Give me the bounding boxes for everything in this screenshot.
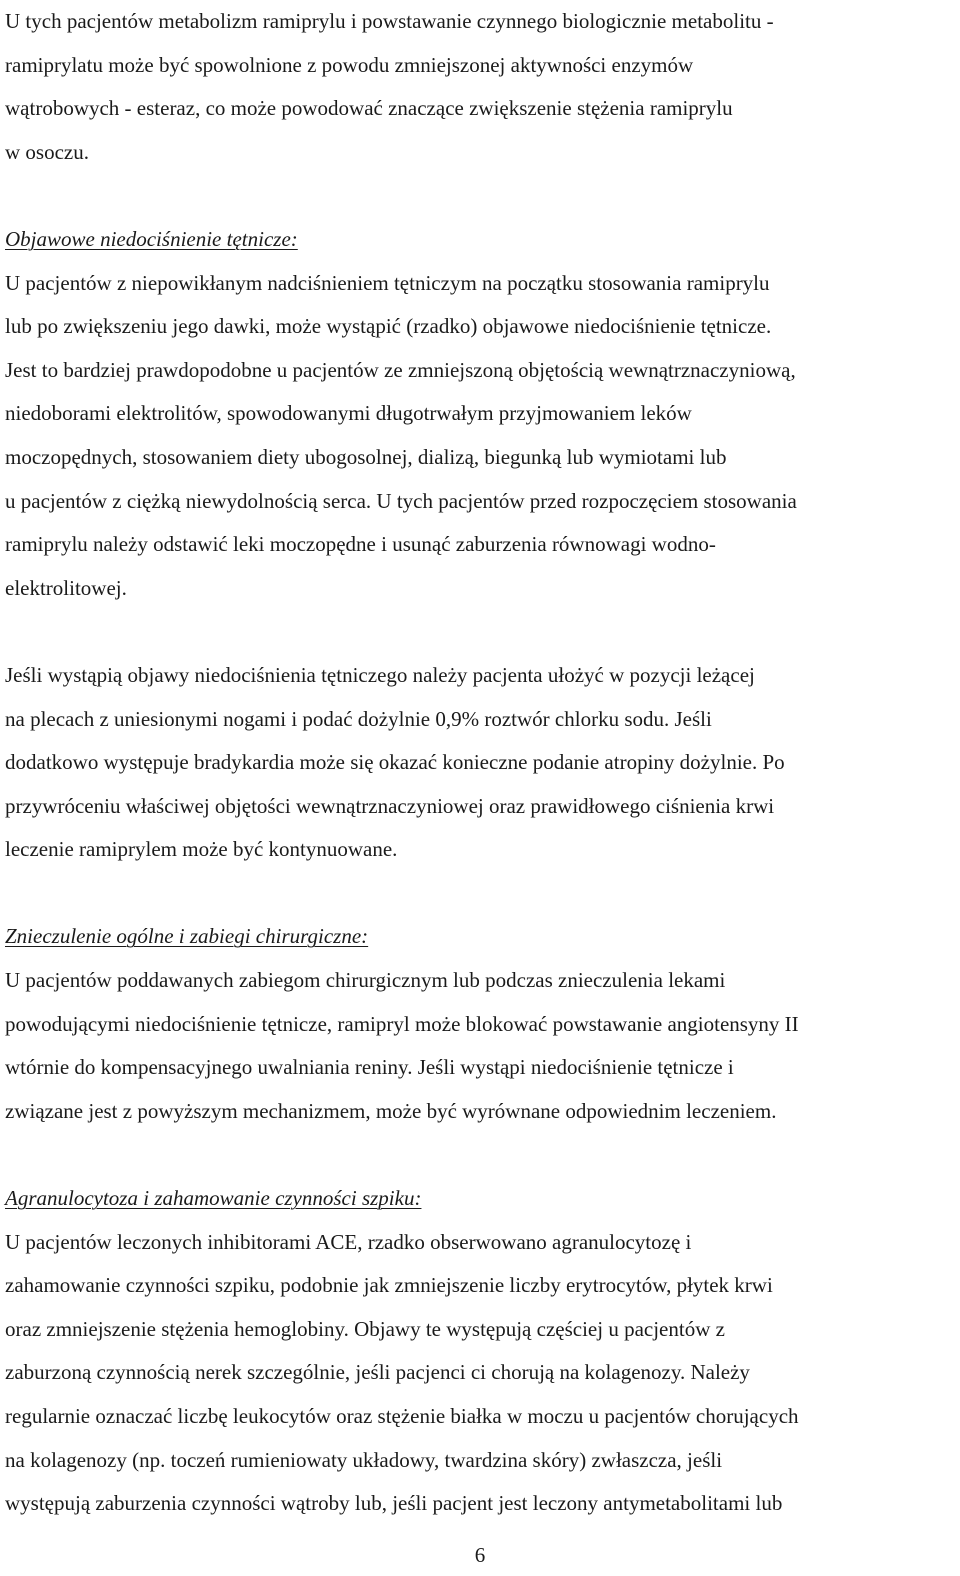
- text-line: wtórnie do kompensacyjnego uwalniania reniny. Jeśli wystąpi niedociśnienie tętnicze i: [5, 1055, 734, 1080]
- text-line: niedoborami elektrolitów, spowodowanymi długotrwałym przyjmowaniem leków: [5, 401, 692, 426]
- section-hypotension: [5, 218, 957, 610]
- text-line: Jest to bardziej prawdopodobne u pacjentów ze zmniejszoną objętością wewnątrznaczyniową,: [5, 357, 796, 382]
- paragraph-metabolism: [5, 0, 957, 174]
- paragraph-gap: [5, 872, 957, 916]
- text-line: w osoczu.: [5, 139, 89, 164]
- page-number: 6: [474, 1543, 486, 1567]
- text-line: oraz zmniejszenie stężenia hemoglobiny. Objawy te występują częściej u pacjentów z: [5, 1316, 725, 1341]
- text-line: ramiprylatu może być spowolnione z powodu zmniejszonej aktywności enzymów: [5, 52, 694, 77]
- text-line: wątrobowych - esteraz, co może powodować znaczące zwiększenie stężenia ramiprylu: [5, 96, 733, 121]
- text-line: regularnie oznaczać liczbę leukocytów oraz stężenie białka w moczu u pacjentów chorujących: [5, 1404, 799, 1428]
- text-line: na plecach z uniesionymi nogami i podać dożylnie 0,9% roztwór chlorku sodu. Jeśli: [5, 706, 712, 731]
- section-hypotension-treatment: [5, 654, 957, 872]
- section-anesthesia: [5, 915, 957, 1133]
- text-line: U tych pacjentów metabolizm ramiprylu i powstawanie czynnego biologicznie metabolitu -: [5, 9, 774, 33]
- text-line: lub po zwiększeniu jego dawki, może wystąpić (rzadko) objawowe niedociśnienie tętnicze.: [5, 314, 772, 339]
- document-page: [5, 0, 957, 1526]
- text-line: U pacjentów leczonych inhibitorami ACE, rzadko obserwowano agranulocytozę i: [5, 1229, 692, 1254]
- text-line: na kolagenozy (np. toczeń rumieniowaty układowy, twardzina skóry) zwłaszcza, jeśli: [5, 1447, 723, 1472]
- section-agranulocytosis: [5, 1177, 957, 1526]
- text-line: powodującymi niedociśnienie tętnicze, ramipryl może blokować powstawanie angiotensyny II: [5, 1011, 799, 1036]
- text-line: zahamowanie czynności szpiku, podobnie jak zmniejszenie liczby erytrocytów, płytek krwi: [5, 1273, 773, 1298]
- text-line: ramiprylu należy odstawić leki moczopędne i usunąć zaburzenia równowagi wodno-: [5, 532, 716, 557]
- heading-agranulocytosis: [5, 1177, 957, 1221]
- paragraph-hypotension-treatment: [5, 654, 957, 872]
- text-line: zaburzoną czynnością nerek szczególnie, jeśli pacjenci ci chorują na kolagenozy. Należy: [5, 1360, 750, 1385]
- text-line: dodatkowo występuje bradykardia może się okazać konieczne podanie atropiny dożylnie. Po: [5, 750, 785, 775]
- paragraph-hypotension: [5, 262, 957, 611]
- heading-anesthesia: [5, 915, 957, 959]
- section-metabolism: [5, 0, 957, 174]
- text-line: leczenie ramiprylem może być kontynuowane.: [5, 837, 398, 862]
- text-line: występują zaburzenia czynności wątroby lub, jeśli pacjent jest leczony antymetabolitami lub: [5, 1491, 783, 1516]
- paragraph-agranulocytosis: [5, 1221, 957, 1526]
- text-line: elektrolitowej.: [5, 575, 127, 600]
- paragraph-gap: [5, 610, 957, 654]
- paragraph-gap: [5, 1133, 957, 1177]
- text-line: moczopędnych, stosowaniem diety ubogosolnej, dializą, biegunką lub wymiotami lub: [5, 444, 727, 469]
- heading-hypotension: [5, 218, 957, 262]
- text-line: U pacjentów z niepowikłanym nadciśnieniem tętniczym na początku stosowania ramiprylu: [5, 270, 770, 295]
- heading-text: Objawowe niedociśnienie tętnicze:: [5, 226, 298, 251]
- text-line: przywróceniu właściwej objętości wewnątrznaczyniowej oraz prawidłowego ciśnienia krwi: [5, 793, 775, 818]
- text-line: Jeśli wystąpią objawy niedociśnienia tętniczego należy pacjenta ułożyć w pozycji leżącej: [5, 662, 755, 687]
- heading-text: Znieczulenie ogólne i zabiegi chirurgiczne:: [5, 924, 369, 949]
- text-line: U pacjentów poddawanych zabiegom chirurgicznym lub podczas znieczulenia lekami: [5, 968, 726, 993]
- paragraph-anesthesia: [5, 959, 957, 1133]
- text-line: związane jest z powyższym mechanizmem, może być wyrównane odpowiednim leczeniem.: [5, 1098, 777, 1123]
- paragraph-gap: [5, 174, 957, 218]
- text-line: u pacjentów z ciężką niewydolnością serca. U tych pacjentów przed rozpoczęciem stosowania: [5, 488, 797, 513]
- heading-text: Agranulocytoza i zahamowanie czynności szpiku:: [5, 1186, 422, 1211]
